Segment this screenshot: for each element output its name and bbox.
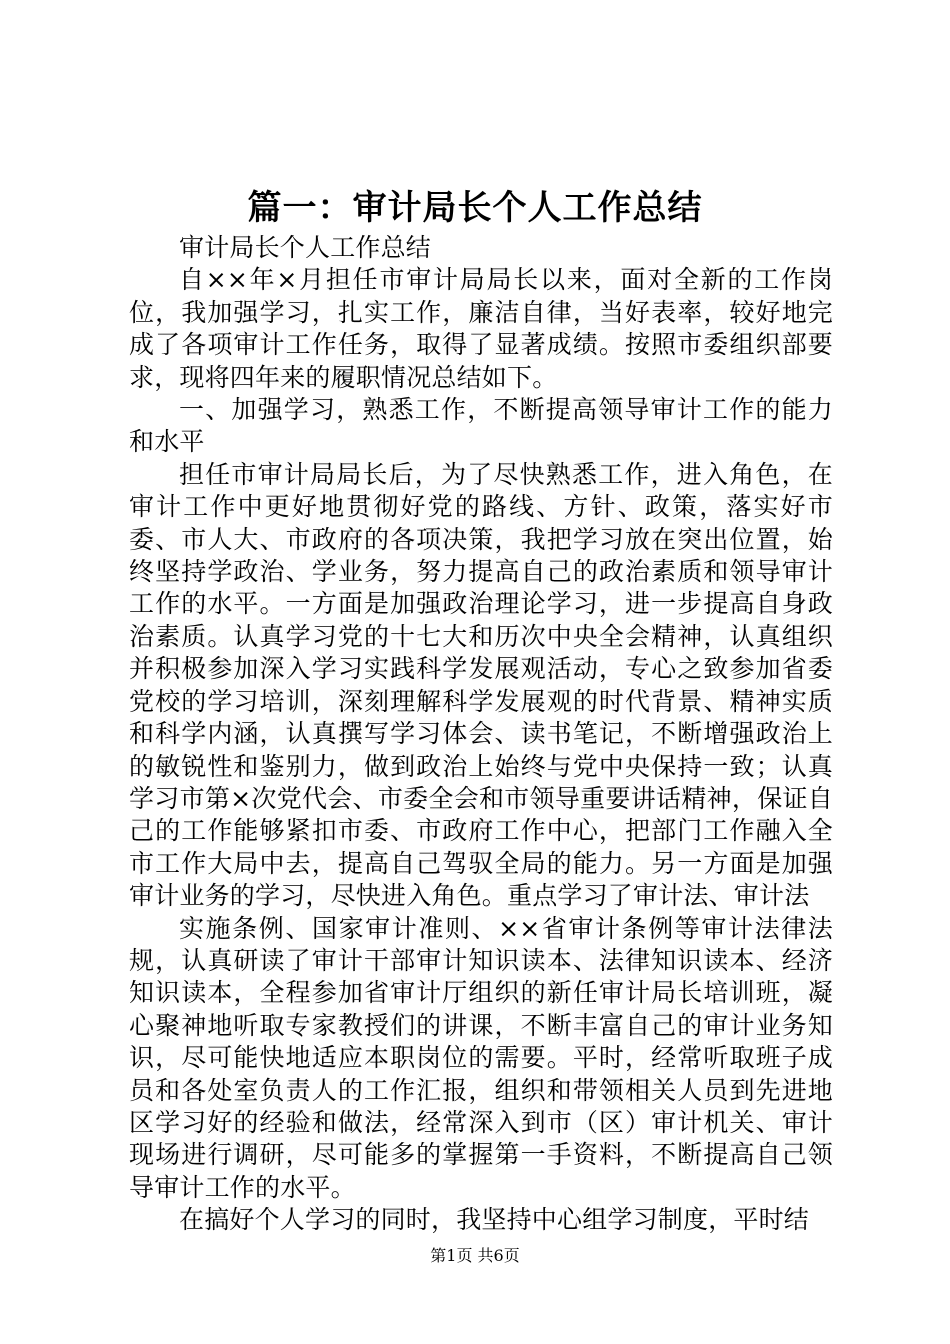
document-title: 篇一：审计局长个人工作总结 xyxy=(247,188,703,228)
paragraph-section-heading: 一、加强学习，熟悉工作，不断提高领导审计工作的能力和水平 xyxy=(129,395,833,457)
paragraph-subtitle: 审计局长个人工作总结 xyxy=(179,233,432,262)
paragraph-group-study: 在搞好个人学习的同时，我坚持中心组学习制度，平时结 xyxy=(179,1205,810,1235)
paragraph-study-details: 担任市审计局局长后，为了尽快熟悉工作，进入角色，在审计工作中更好地贯彻好党的路线、方针、政策，落实好市委、市人大、市政府的各项决策，我把学习放在突出位置，始终坚持学政治、学业务，努力提高自己的政治素质和领导审计工作的水平。一方面是加强政治理论学习，进一步提高自身政治素质。认真学习党的十七大和历次中央全会精神，认真组织并积极参加深入学习实践科学发展观活动，专心之致参加省委党校的学习培训，深刻理解科学发展观的时代背景、精神实质和科学内涵，认真撰写学习体会、读书笔记，不断增强政治上的敏锐性和鉴别力，做到政治上始终与党中央保持一致；认真学习市第×次党代会、市委全会和市领导重要讲话精神，保证自己的工作能够紧扣市委、市政府工作中心，把部门工作融入全市工作大局中去，提高自己驾驭全局的能力。另一方面是加强审计业务的学习，尽快进入角色。重点学习了审计法、审计法 xyxy=(129,459,833,911)
paragraph-regulations: 实施条例、国家审计准则、××省审计条例等审计法律法规，认真研读了审计干部审计知识读本、法律知识读本、经济知识读本，全程参加省审计厅组织的新任审计局长培训班，凝心聚神地听取专家教授们的讲课，不断丰富自己的审计业务知识，尽可能快地适应本职岗位的需要。平时，经常听取班子成员和各处室负责人的工作汇报，组织和带领相关人员到先进地区学习好的经验和做法，经常深入到市（区）审计机关、审计现场进行调研，尽可能多的掌握第一手资料，不断提高自己领导审计工作的水平。 xyxy=(129,913,833,1202)
paragraph-intro: 自××年×月担任市审计局局长以来，面对全新的工作岗位，我加强学习，扎实工作，廉洁自律，当好表率，较好地完成了各项审计工作任务，取得了显著成绩。按照市委组织部要求，现将四年来的履职情况总结如下。 xyxy=(129,265,833,392)
page-number-footer: 第1页 共6页 xyxy=(430,1246,520,1265)
document-body xyxy=(129,232,833,1237)
